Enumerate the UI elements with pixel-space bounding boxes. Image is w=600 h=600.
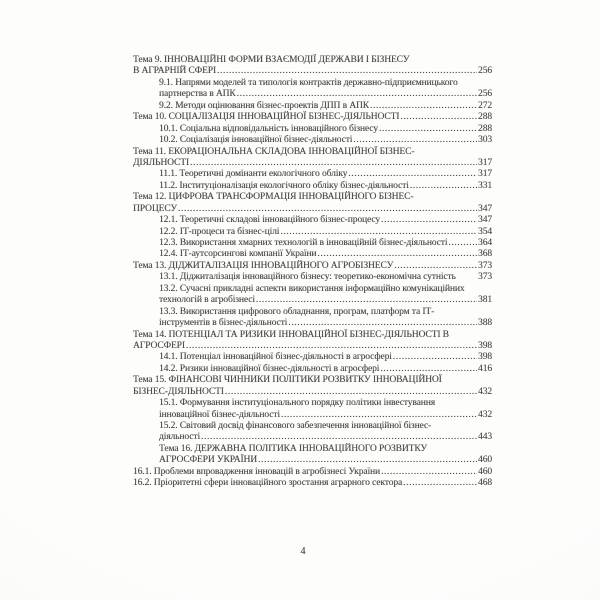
toc-line [133, 455, 492, 466]
toc-line [133, 364, 492, 375]
toc-page-ref: 256 [478, 89, 492, 100]
toc-page-ref: 331 [478, 180, 492, 191]
toc-page-ref: 347 [478, 215, 492, 226]
toc-line [133, 192, 492, 203]
toc-page-ref: 398 [478, 340, 492, 351]
toc-entry-text: 9.2. Методи оцінювання бізнес-проектів ДПП в АПК [159, 100, 369, 111]
toc-page-ref: 460 [478, 455, 492, 466]
toc-entry-text: інструментів в бізнес-діяльності [159, 318, 288, 329]
toc-line [133, 169, 492, 180]
toc-entry-text: 12.1. Теоретичні складові інноваційного бізнес-процесу [159, 215, 381, 226]
toc-line [133, 249, 492, 260]
toc-line [133, 444, 492, 455]
toc-line [133, 261, 492, 272]
toc-page-ref: 388 [478, 318, 492, 329]
dot-leader [348, 169, 477, 180]
toc-entry-text: АГРОСФЕРІ [133, 340, 185, 351]
toc-line [133, 135, 492, 146]
dot-leader [353, 135, 477, 146]
toc-line [133, 307, 492, 318]
toc-line [133, 204, 492, 215]
toc-line [133, 66, 492, 77]
toc-line [133, 478, 492, 489]
dot-leader [217, 66, 477, 77]
dot-leader [190, 158, 477, 169]
toc-line [133, 398, 492, 409]
toc-line [133, 272, 492, 283]
toc-line [133, 89, 492, 100]
toc-entry-text: В АГРАРНІЙ СФЕРІ [133, 66, 217, 77]
toc-entry-text: 13.2. Сучасні прикладні аспекти використання інформаційно комунікаційних [159, 283, 465, 294]
toc-line [133, 124, 492, 135]
toc-entry-text: 12.3. Використання хмарних технологій в інноваційній бізнес-діяльності [159, 238, 448, 248]
toc-entry-text: 13.3. Використання цифрового обладнання, програм, платформ та ІТ- [159, 306, 435, 317]
toc-line [133, 284, 492, 295]
toc-page-ref: 416 [478, 363, 492, 374]
toc-page-ref: 354 [478, 226, 492, 237]
toc-entry-text: діяльності [159, 432, 200, 443]
dot-leader [280, 227, 477, 238]
toc-line [133, 158, 492, 169]
toc-page-ref: 460 [478, 466, 492, 477]
toc-page-ref: 347 [478, 203, 492, 214]
toc-entry-text: 11.2. Інституціоналізація екологічного обліку бізнес-діяльності [159, 180, 409, 191]
toc-entry-text: Тема 14. ПОТЕНЦІАЛ ТА РИЗИКИ ІННОВАЦІЙНОЇ БІЗНЕС-ДІЯЛЬНОСТІ В [133, 329, 449, 340]
toc-page-ref: 364 [478, 238, 492, 248]
toc-entry-text: Тема 11. ЕКОРАЦІОНАЛЬНА СКЛАДОВА ІННОВАЦІЙНОЇ БІЗНЕС- [133, 146, 415, 157]
toc-line [133, 375, 492, 386]
dot-leader [400, 112, 477, 123]
toc-list [133, 55, 492, 490]
dot-leader [201, 432, 477, 443]
toc-entry-text: 14.2. Ризики інноваційної бізнес-діяльності в агросфері [159, 363, 380, 374]
dot-leader [393, 352, 477, 363]
toc-line [133, 55, 492, 66]
toc-entry-text: Тема 12. ЦИФРОВА ТРАНСФОРМАЦІЯ ІННОВАЦІЙНОГО БІЗНЕС- [133, 192, 414, 203]
toc-entry-text: 13.1. Діджиталізація інноваційного бізнесу: теоретико-економічна сутність [159, 272, 456, 283]
toc-entry-text: Тема 13. ДІДЖИТАЛІЗАЦІЯ ІННОВАЦІЙНОГО АГРОБІЗНЕСУ [133, 260, 394, 271]
toc-line [133, 467, 492, 478]
dot-leader [225, 387, 477, 398]
toc-line [133, 215, 492, 226]
toc-line [133, 421, 492, 432]
toc-entry-text: ДІЯЛЬНОСТІ [133, 157, 190, 168]
toc-entry-text: технологій в агробізнесі [159, 295, 255, 306]
toc-entry-text: АГРОСФЕРИ УКРАЇНИ [159, 455, 258, 466]
toc-entry-text: 10.2. Соціалізація інноваційної бізнес-діяльності [159, 135, 353, 146]
dot-leader [381, 467, 477, 478]
toc-entry-text: ПРОЦЕСУ [133, 203, 178, 214]
toc-page-ref: 272 [478, 100, 492, 111]
toc-line [133, 227, 492, 238]
toc-line [133, 295, 492, 306]
toc-line [133, 238, 492, 249]
toc-line [133, 181, 492, 192]
toc-entry-text: 9.1. Напрями моделей та типологія контрактів державно-підприємницького [159, 77, 458, 88]
dot-leader [379, 124, 477, 135]
toc-line [133, 78, 492, 89]
toc-line [133, 147, 492, 158]
toc-line [133, 112, 492, 123]
toc-page-ref: 256 [478, 66, 492, 77]
toc-entry-text: 12.2. ІТ-процеси та бізнес-цілі [159, 226, 280, 237]
dot-leader [258, 455, 477, 466]
toc-entry-text: БІЗНЕС-ДІЯЛЬНОСТІ [133, 386, 224, 397]
dot-leader [237, 89, 477, 100]
toc-page-ref: 432 [478, 386, 492, 397]
toc-page-ref: 443 [478, 432, 492, 443]
toc-entry-text: Тема 16. ДЕРЖАВНА ПОЛІТИКА ІННОВАЦІЙНОГО РОЗВИТКУ [159, 443, 428, 454]
toc-entry-text: 16.1. Проблеми впровадження інновацій в агробізнесі України [133, 466, 380, 477]
toc-entry-text: 15.2. Світовий досвід фінансового забезпечення інноваційної бізнес- [159, 421, 432, 431]
toc-page-ref: 288 [478, 112, 492, 123]
toc-page-ref: 432 [478, 409, 492, 420]
toc-page-ref: 381 [478, 295, 492, 306]
toc-line [133, 387, 492, 398]
toc-page-ref: 303 [478, 135, 492, 146]
dot-leader [394, 261, 477, 272]
toc-page-ref: 373 [478, 260, 492, 271]
toc-page-ref: 373 [478, 272, 492, 283]
toc-line [133, 341, 492, 352]
dot-leader [288, 318, 477, 329]
toc-page-ref: 317 [478, 169, 492, 180]
toc-entry-text: Тема 15. ФІНАНСОВІ ЧИННИКИ ПОЛІТИКИ РОЗВИТКУ ІННОВАЦІЙНОЇ [133, 375, 442, 386]
toc-line [133, 101, 492, 112]
toc-entry-text: Тема 9. ІННОВАЦІЙНІ ФОРМИ ВЗАЄМОДІЇ ДЕРЖАВИ І БІЗНЕСУ [133, 55, 410, 65]
toc-line [133, 330, 492, 341]
toc-entry-text: 14.1. Потенціал інноваційної бізнес-діяльності в агросфері [159, 352, 392, 363]
dot-leader [381, 215, 477, 226]
toc-entry-text: 12.4. ІТ-аутсорсингові компанії України [159, 249, 317, 260]
toc-entry-text: інноваційної бізнес-діяльності [159, 409, 280, 420]
toc-line [133, 318, 492, 329]
dot-leader [403, 478, 477, 489]
dot-leader [317, 249, 477, 260]
toc-entry-text: партнерства в АПК [159, 89, 236, 100]
toc-entry-text: 16.2. Пріоритетні сфери інноваційного зростання аграрного сектора [133, 478, 403, 489]
toc-line [133, 352, 492, 363]
toc-entry-text: Тема 10. СОЦІАЛІЗАЦІЯ ІННОВАЦІЙНОЇ БІЗНЕС-ДІЯЛЬНОСТІ [133, 112, 400, 123]
toc-page-ref: 468 [478, 478, 492, 489]
dot-leader [186, 341, 477, 352]
dot-leader [370, 101, 477, 112]
toc-page-ref: 288 [478, 123, 492, 134]
toc-line [133, 432, 492, 443]
toc-page-ref: 368 [478, 249, 492, 260]
toc-page-ref: 398 [478, 352, 492, 363]
dot-leader [410, 181, 477, 192]
toc-entry-text: 15.1. Формування інституціонального порядку політики інвестування [159, 398, 435, 409]
folio-page-number: 4 [300, 546, 306, 557]
dot-leader [380, 364, 477, 375]
toc-line [133, 410, 492, 421]
dot-leader [256, 295, 477, 306]
dot-leader [448, 238, 477, 249]
dot-leader [281, 410, 477, 421]
toc-entry-text: 11.1. Теоретичні домінанти екологічного обліку [159, 169, 348, 180]
dot-leader [178, 204, 477, 215]
toc-page-ref: 317 [478, 157, 492, 168]
toc-entry-text: 10.1. Соціальна відповідальність інноваційного бізнесу [159, 123, 378, 134]
